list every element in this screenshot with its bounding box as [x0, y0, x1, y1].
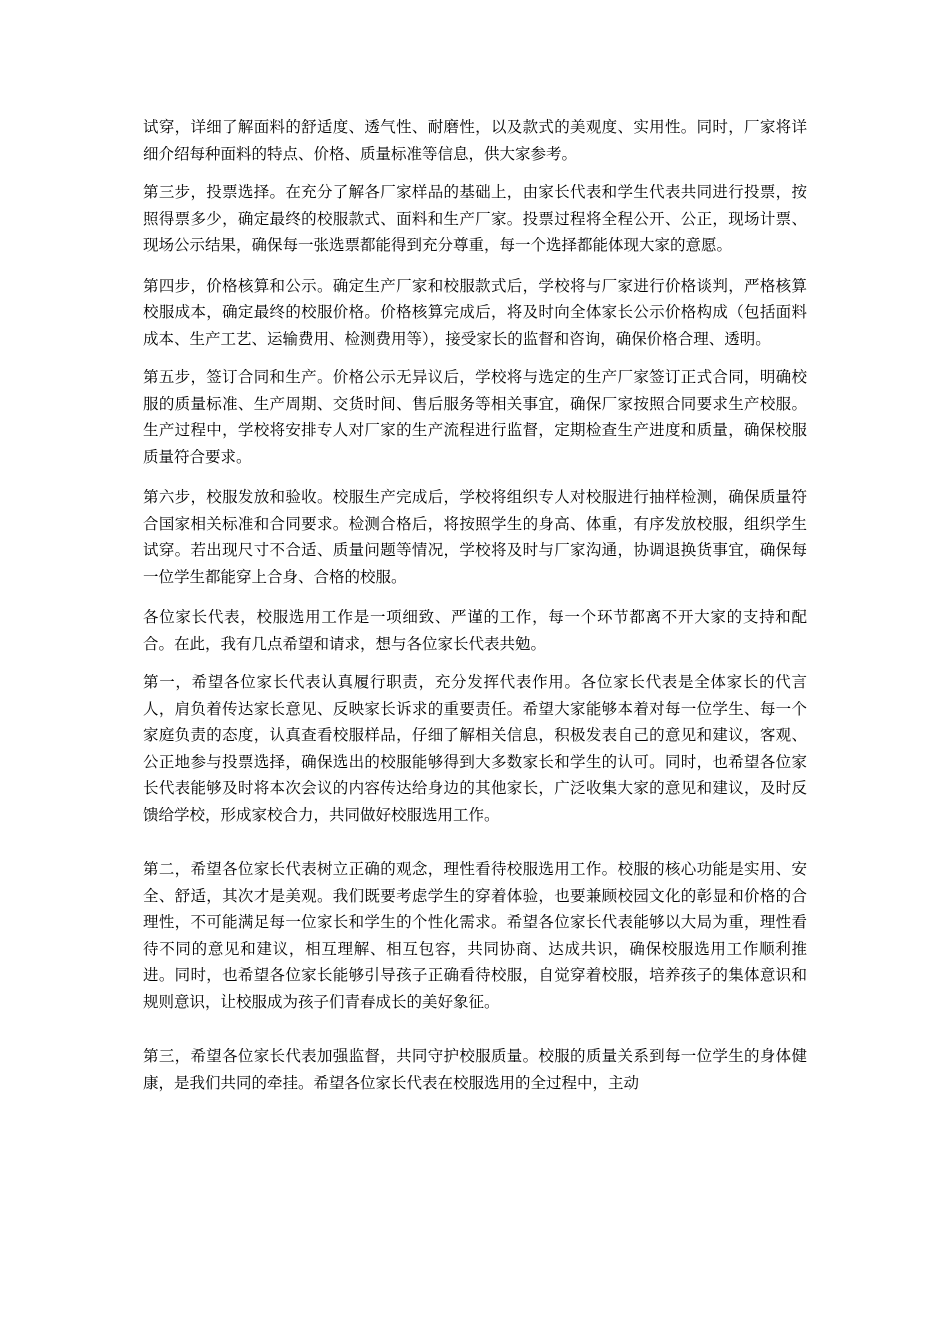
paragraph-fabric-trial: 试穿，详细了解面料的舒适度、透气性、耐磨性，以及款式的美观度、实用性。同时，厂家将详细介绍每种面料的特点、价格、质量标准等信息，供大家参考。: [143, 118, 807, 163]
paragraph-hope-three: 第三，希望各位家长代表加强监督，共同守护校服质量。校服的质量关系到每一位学生的身体健康，是我们共同的牵挂。希望各位家长代表在校服选用的全过程中，主动: [143, 1047, 807, 1092]
paragraph-hope-one: 第一，希望各位家长代表认真履行职责，充分发挥代表作用。各位家长代表是全体家长的代言人，肩负着传达家长意见、反映家长诉求的重要责任。希望大家能够本着对每一位学生、每一个家庭负责的态度，认真查看校服样品，仔细了解相关信息，积极发表自己的意见和建议，客观、公正地参与投票选择，确保选出的校服能够得到大多数家长和学生的认可。同时，也希望各位家长代表能够及时将本次会议的内容传达给身边的其他家长，广泛收集大家的意见和建议，及时反馈给学校，形成家校合力，共同做好校服选用工作。: [143, 673, 807, 824]
paragraph-step-four-pricing: 第四步，价格核算和公示。确定生产厂家和校服款式后，学校将与厂家进行价格谈判，严格核算校服成本，确定最终的校服价格。价格核算完成后，将及时向全体家长公示价格构成（包括面料成本、生产工艺、运输费用、检测费用等），接受家长的监督和咨询，确保价格合理、透明。: [143, 276, 807, 348]
document-body: [143, 114, 807, 1096]
paragraph-hope-two: 第二，希望各位家长代表树立正确的观念，理性看待校服选用工作。校服的核心功能是实用、安全、舒适，其次才是美观。我们既要考虑学生的穿着体验，也要兼顾校园文化的彰显和价格的合理性，不可能满足每一位家长和学生的个性化需求。希望各位家长代表能够以大局为重，理性看待不同的意见和建议，相互理解、相互包容，共同协商、达成共识，确保校服选用工作顺利推进。同时，也希望各位家长能够引导孩子正确看待校服，自觉穿着校服，培养孩子的集体意识和规则意识，让校服成为孩子们青春成长的美好象征。: [143, 860, 807, 1011]
paragraph-step-five-contract: 第五步，签订合同和生产。价格公示无异议后，学校将与选定的生产厂家签订正式合同，明确校服的质量标准、生产周期、交货时间、售后服务等相关事宜，确保厂家按照合同要求生产校服。生产过程中，学校将安排专人对厂家的生产流程进行监督，定期检查生产进度和质量，确保校服质量符合要求。: [143, 368, 807, 466]
paragraph-address-parents: 各位家长代表，校服选用工作是一项细致、严谨的工作，每一个环节都离不开大家的支持和配合。在此，我有几点希望和请求，想与各位家长代表共勉。: [143, 608, 807, 653]
paragraph-step-three-voting: 第三步，投票选择。在充分了解各厂家样品的基础上，由家长代表和学生代表共同进行投票，按照得票多少，确定最终的校服款式、面料和生产厂家。投票过程将全程公开、公正，现场计票、现场公示结果，确保每一张选票都能得到充分尊重，每一个选择都能体现大家的意愿。: [143, 183, 807, 254]
paragraph-step-six-distribution: 第六步，校服发放和验收。校服生产完成后，学校将组织专人对校服进行抽样检测，确保质量符合国家相关标准和合同要求。检测合格后，将按照学生的身高、体重，有序发放校服，组织学生试穿。若出现尺寸不合适、质量问题等情况，学校将及时与厂家沟通，协调退换货事宜，确保每一位学生都能穿上合身、合格的校服。: [143, 488, 807, 586]
